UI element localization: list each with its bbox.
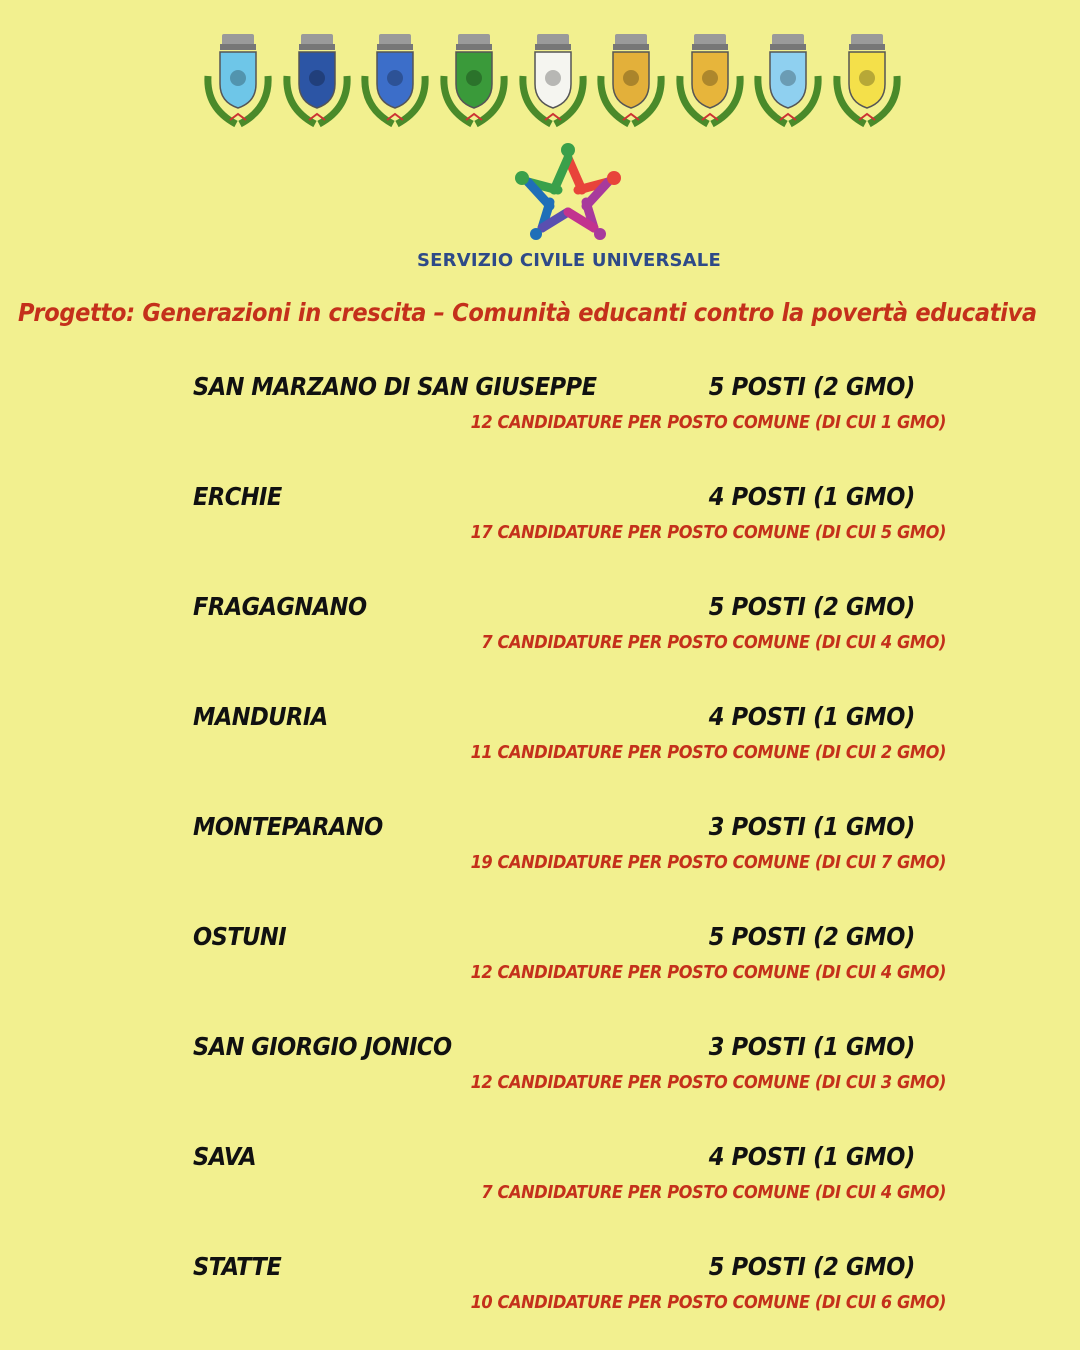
municipal-crest-icon [750, 28, 826, 128]
town-posts: 5 POSTI (2 GMO) [708, 372, 915, 401]
municipal-crests-row [200, 28, 905, 128]
town-row [0, 1142, 1080, 1222]
municipal-crest-icon [672, 28, 748, 128]
town-name: SAVA [193, 1142, 257, 1171]
town-applications: 17 CANDIDATURE PER POSTO COMUNE (DI CUI 5 GMO) [470, 522, 946, 543]
town-applications: 12 CANDIDATURE PER POSTO COMUNE (DI CUI 4 GMO) [470, 962, 946, 983]
town-name: FRAGAGNANO [193, 592, 367, 621]
municipal-crest-icon [279, 28, 355, 128]
service-title: SERVIZIO CIVILE UNIVERSALE [417, 250, 721, 271]
town-posts: 3 POSTI (1 GMO) [708, 1032, 915, 1061]
town-row [0, 592, 1080, 672]
project-title: Progetto: Generazioni in crescita – Comunità educanti contro la povertà educativa [18, 298, 1037, 327]
municipal-crest-icon [200, 28, 276, 128]
municipal-crest-icon [515, 28, 591, 128]
town-applications: 19 CANDIDATURE PER POSTO COMUNE (DI CUI 7 GMO) [470, 852, 946, 873]
town-name: OSTUNI [193, 922, 287, 951]
town-posts: 3 POSTI (1 GMO) [708, 812, 915, 841]
municipal-crest-icon [357, 28, 433, 128]
town-name: SAN GIORGIO JONICO [193, 1032, 452, 1061]
town-applications: 10 CANDIDATURE PER POSTO COMUNE (DI CUI 6 GMO) [470, 1292, 946, 1313]
town-applications: 12 CANDIDATURE PER POSTO COMUNE (DI CUI 3 GMO) [470, 1072, 946, 1093]
town-name: MONTEPARANO [193, 812, 383, 841]
town-row [0, 482, 1080, 562]
town-posts: 4 POSTI (1 GMO) [708, 482, 915, 511]
municipal-crest-icon [436, 28, 512, 128]
town-applications: 7 CANDIDATURE PER POSTO COMUNE (DI CUI 4 GMO) [481, 1182, 946, 1203]
town-name: STATTE [193, 1252, 282, 1281]
town-row [0, 372, 1080, 452]
town-name: ERCHIE [193, 482, 282, 511]
town-posts: 5 POSTI (2 GMO) [708, 922, 915, 951]
town-name: SAN MARZANO DI SAN GIUSEPPE [193, 372, 597, 401]
town-posts: 4 POSTI (1 GMO) [708, 702, 915, 731]
town-posts: 5 POSTI (2 GMO) [708, 592, 915, 621]
town-posts: 4 POSTI (1 GMO) [708, 1142, 915, 1171]
town-row [0, 812, 1080, 892]
municipal-crest-icon [829, 28, 905, 128]
town-name: MANDURIA [193, 702, 328, 731]
town-applications: 11 CANDIDATURE PER POSTO COMUNE (DI CUI 2 GMO) [470, 742, 946, 763]
town-applications: 12 CANDIDATURE PER POSTO COMUNE (DI CUI 1 GMO) [470, 412, 946, 433]
town-row [0, 702, 1080, 782]
town-posts: 5 POSTI (2 GMO) [708, 1252, 915, 1281]
town-row [0, 1252, 1080, 1332]
town-row [0, 922, 1080, 1002]
servizio-civile-star-icon [514, 140, 622, 240]
town-applications: 7 CANDIDATURE PER POSTO COMUNE (DI CUI 4 GMO) [481, 632, 946, 653]
town-row [0, 1032, 1080, 1112]
municipal-crest-icon [593, 28, 669, 128]
